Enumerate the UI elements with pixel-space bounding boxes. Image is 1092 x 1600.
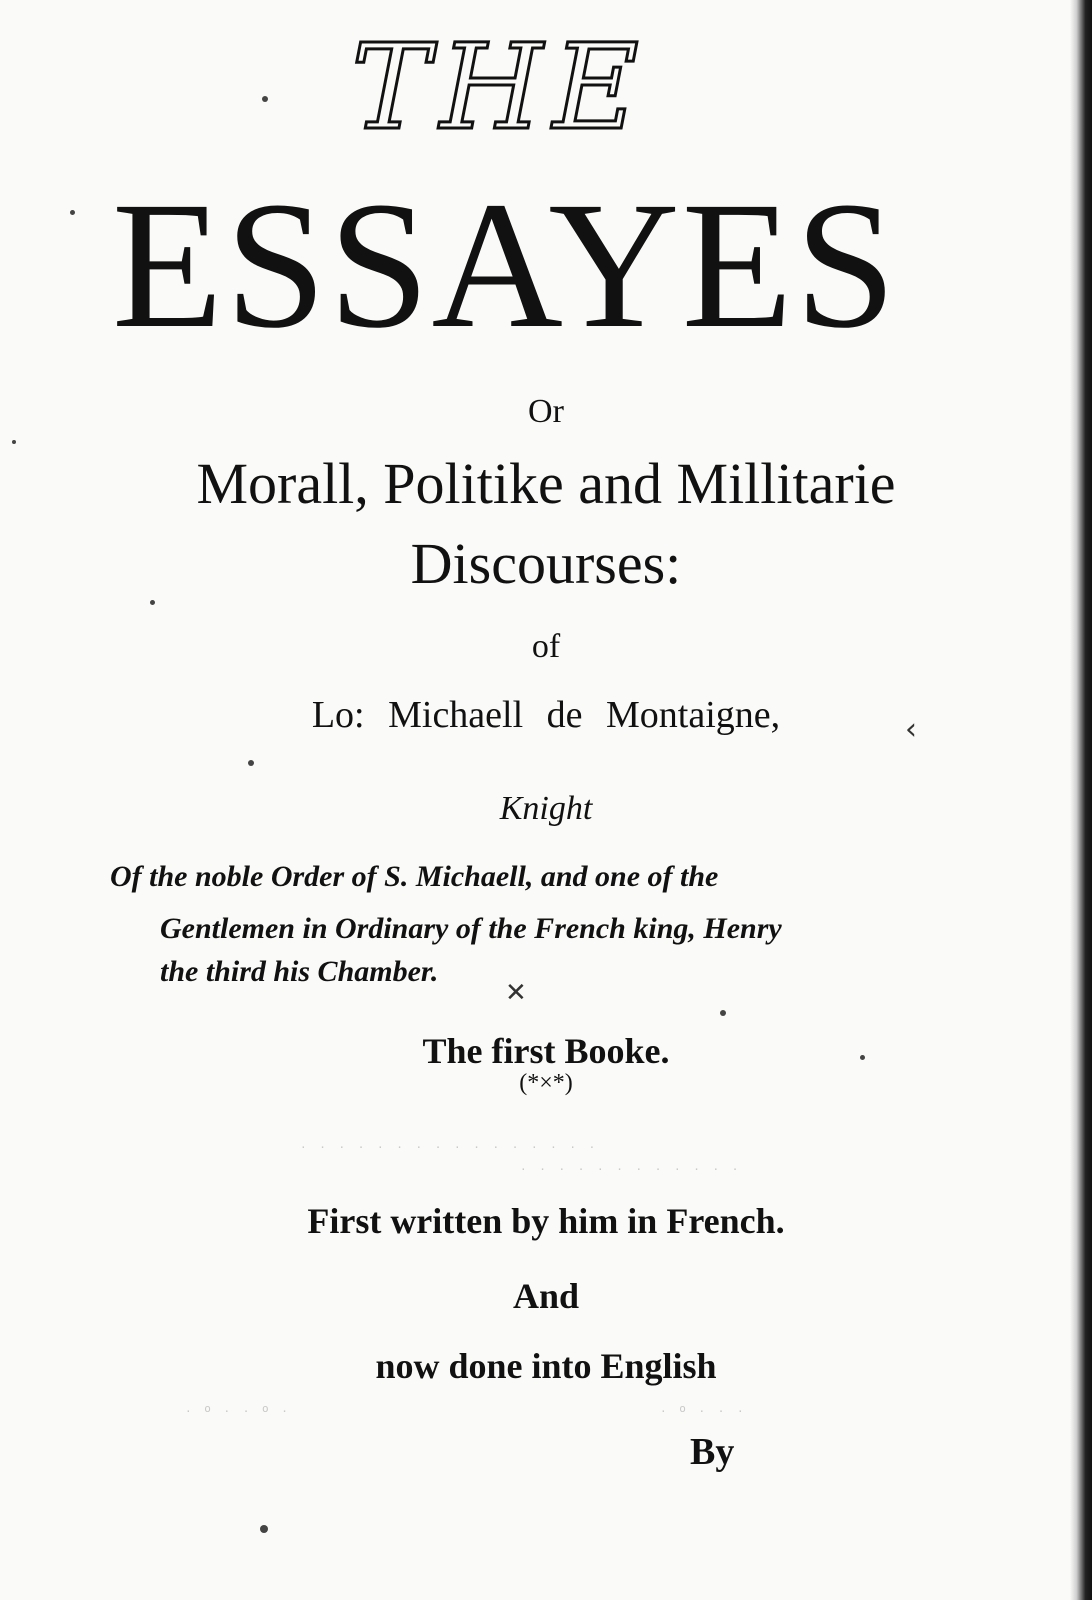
ink-speck [260,1525,268,1533]
author-rank: Knight [499,790,593,827]
ornament: (*×*) [519,1070,573,1096]
subtitle-line-1: Morall, Politike and Millitarie [196,451,896,516]
ink-speck [150,600,155,605]
by-line: By [690,1431,735,1473]
ink-speck [720,1010,726,1016]
bleed-through-text: . . . . . . . . . . . . [520,1160,742,1173]
margin-mark: ‹ [905,712,917,747]
book-label: The first Booke. [422,1031,670,1071]
title-article: THE [351,18,649,156]
author-name: Lo: Michaell de Montaigne, [311,694,781,736]
bleed-through-text: . o . . o . [185,1402,291,1415]
ink-speck [248,760,254,766]
margin-mark: ✕ [505,978,527,1008]
bleed-through-text: . . . . . . . . . . . . . . . . [300,1138,599,1151]
honours-line-3: the third his Chamber. [160,955,439,988]
honours-line-1: Of the noble Order of S. Michaell, and one of the [110,860,719,893]
ink-speck [70,210,75,215]
title-conjunction: Or [528,393,564,430]
honours-line-2: Gentlemen in Ordinary of the French king, Henry [160,912,782,945]
of-text: of [531,628,561,665]
ink-speck [12,440,16,444]
page-title: ESSAYES [111,165,899,366]
translated-line: now done into English [375,1346,717,1386]
and-line: And [512,1276,580,1316]
bleed-through-text: . o . . . [660,1402,747,1415]
subtitle-line-2: Discourses: [410,531,682,596]
written-line: First written by him in French. [307,1201,785,1241]
